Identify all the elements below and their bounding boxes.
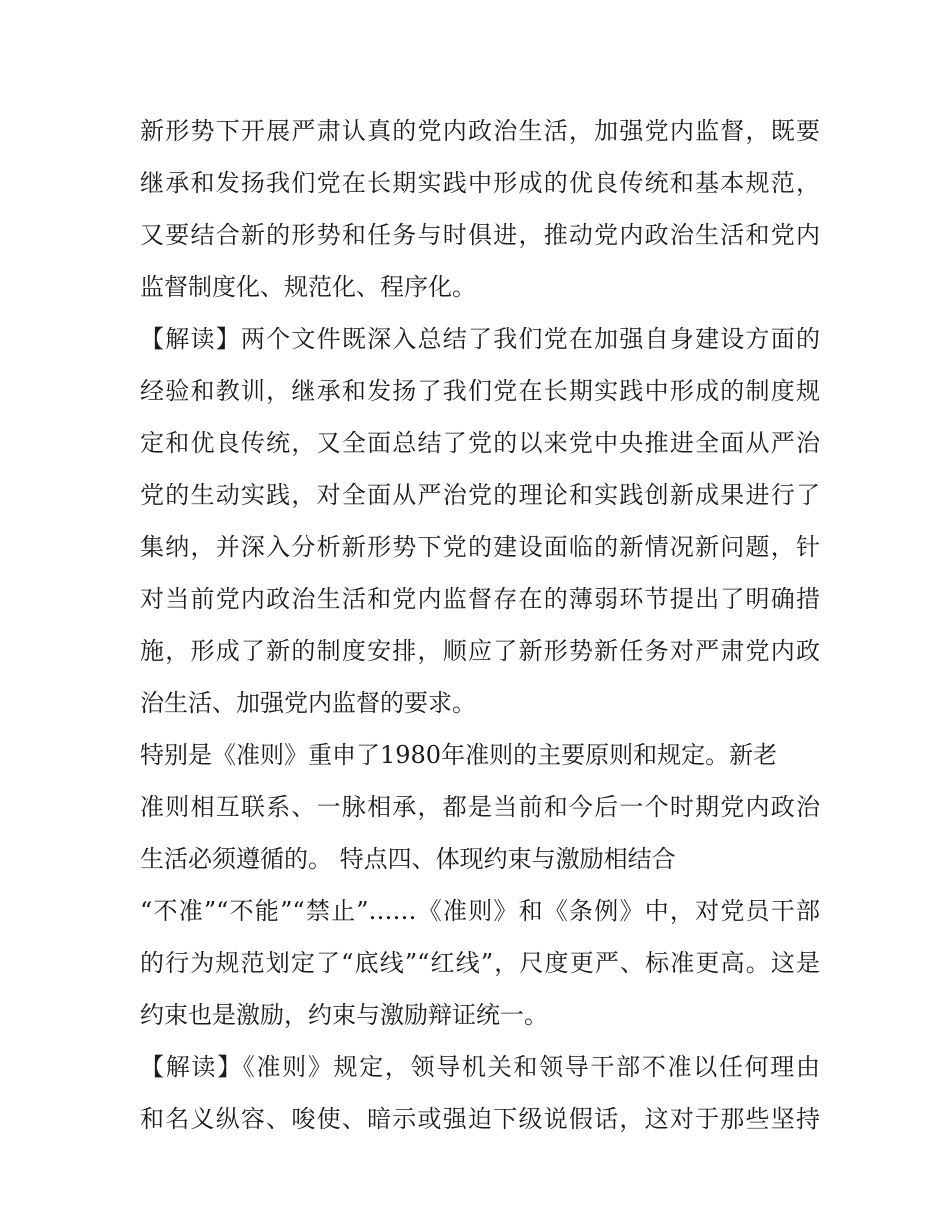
text-line: 新形势下开展严肃认真的党内政治生活，加强党内监督，既要 — [140, 117, 820, 145]
text-line: 和名义纵容、唆使、暗示或强迫下级说假话，这对于那些坚持 — [140, 1105, 820, 1133]
text-line: 监督制度化、规范化、程序化。 — [140, 273, 476, 301]
document-body — [140, 105, 820, 1145]
text-line: 准则相互联系、一脉相承，都是当前和今后一个时期党内政治 — [140, 793, 820, 821]
paragraph-5 — [140, 1041, 820, 1145]
text-line: 定和优良传统，又全面总结了党的以来党中央推进全面从严治 — [140, 429, 820, 457]
text-line: 约束也是激励，约束与激励辩证统一。 — [140, 1001, 548, 1029]
text-line: 【解读】《准则》规定，领导机关和领导干部不准以任何理由 — [140, 1053, 820, 1081]
text-line: 【解读】两个文件既深入总结了我们党在加强自身建设方面的 — [140, 325, 820, 353]
text-line: 又要结合新的形势和任务与时俱进，推动党内政治生活和党内 — [140, 221, 820, 249]
text-line: 施，形成了新的制度安排，顺应了新形势新任务对严肃党内政 — [140, 637, 820, 665]
paragraph-4 — [140, 885, 820, 1041]
text-line: 对当前党内政治生活和党内监督存在的薄弱环节提出了明确措 — [140, 585, 820, 613]
paragraph-1 — [140, 105, 820, 313]
paragraph-2 — [140, 313, 820, 729]
text-line: 的行为规范划定了“底线”“红线”，尺度更严、标准更高。这是 — [140, 949, 820, 977]
text-line: 治生活、加强党内监督的要求。 — [140, 689, 476, 717]
text-line: “不准”“不能”“禁止”……《准则》和《条例》中，对党员干部 — [140, 897, 820, 925]
text-line: 党的生动实践，对全面从严治党的理论和实践创新成果进行了 — [140, 481, 820, 509]
text-line: 集纳，并深入分析新形势下党的建设面临的新情况新问题，针 — [140, 533, 820, 561]
text-line: 生活必须遵循的。 特点四、体现约束与激励相结合 — [140, 845, 676, 873]
text-line: 经验和教训，继承和发扬了我们党在长期实践中形成的制度规 — [140, 377, 820, 405]
text-line: 特别是《准则》重申了1980年准则的主要原则和规定。新老 — [140, 741, 778, 769]
paragraph-3 — [140, 729, 820, 885]
text-line: 继承和发扬我们党在长期实践中形成的优良传统和基本规范， — [140, 169, 820, 197]
